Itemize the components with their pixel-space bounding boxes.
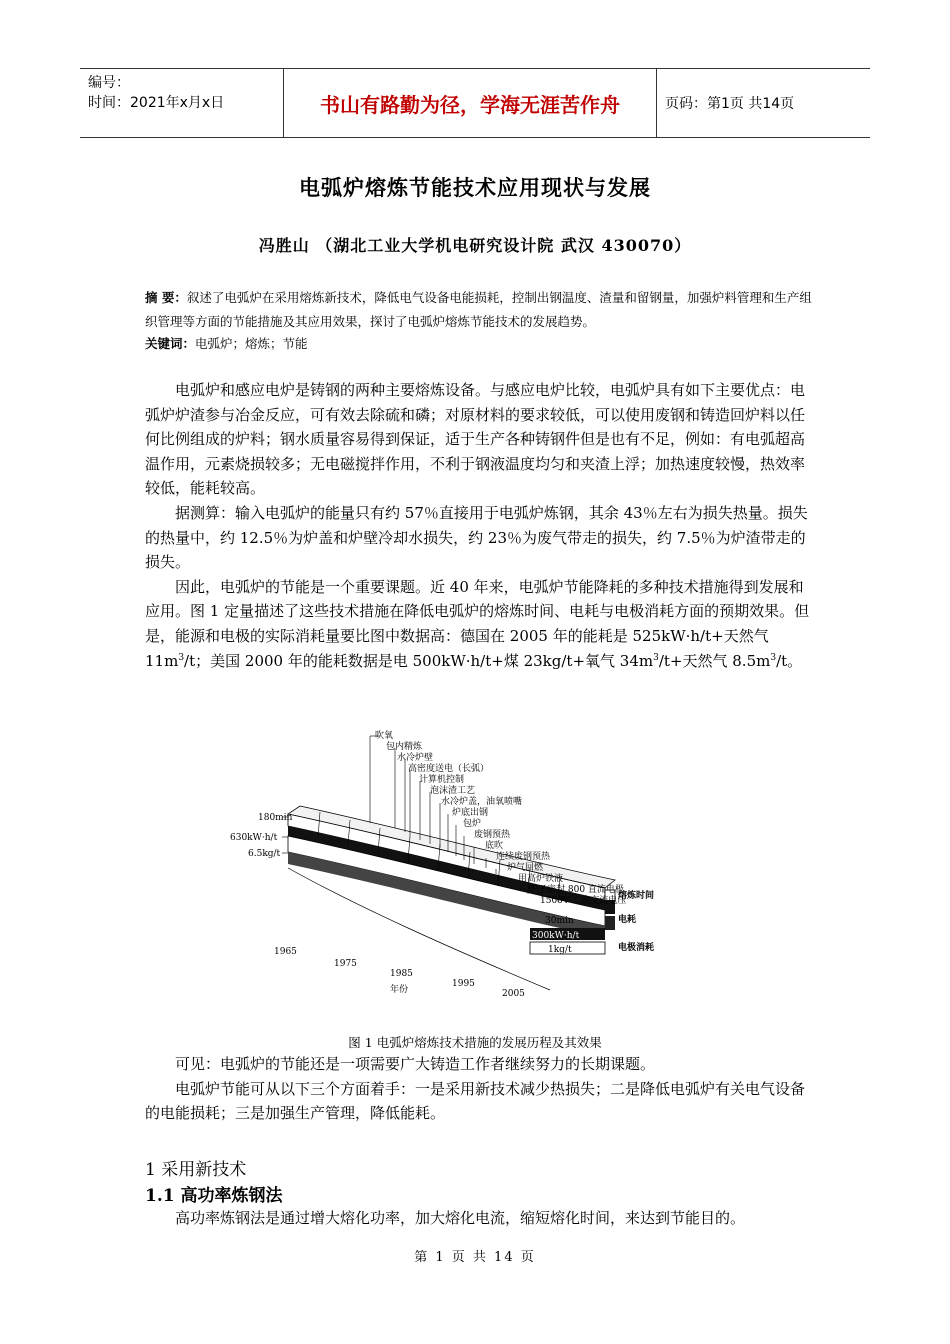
- keywords: [145, 334, 308, 352]
- paragraph-4: 可见：电弧炉的节能还是一项需要广大铸造工作者继续努力的长期课题。: [175, 1055, 656, 1073]
- document-title: 电弧炉熔炼节能技术应用现状与发展: [299, 176, 651, 200]
- author-line: 冯胜山 （湖北工业大学机电研究设计院 武汉 430070）: [258, 236, 692, 255]
- technique-label: 吹氧: [375, 731, 394, 741]
- header-page-info: 页码：第1页 共14页: [665, 96, 795, 112]
- figure-caption: 图 1 电弧炉熔炼技术措施的发展历程及其效果: [348, 1035, 602, 1050]
- time-label: 时间：2021年x月x日: [88, 95, 225, 111]
- technique-label: 连续废钢预热: [496, 852, 551, 862]
- right-label-time: 熔炼时间: [618, 891, 655, 901]
- body-block-2: [145, 1052, 815, 1126]
- technique-label: 泡沫渣工艺: [430, 786, 476, 796]
- technique-label: 计算机控制: [419, 775, 465, 785]
- year-1995: 1995: [452, 979, 475, 989]
- technique-label: 炉底出钢: [452, 808, 489, 818]
- page-header: [80, 68, 870, 138]
- keywords-label: 关键词：: [145, 336, 196, 351]
- page-footer: 第 1 页 共 14 页: [414, 1250, 536, 1265]
- technique-label: 炉子密封 800 直流电极: [529, 885, 624, 895]
- keywords-text: 电弧炉；熔炼；节能: [195, 336, 308, 351]
- left-label-energy: 630kW·h/t: [230, 833, 278, 843]
- right-label-electrode: 电极消耗: [618, 943, 655, 953]
- right-value-electrode: 1kg/t: [548, 945, 572, 955]
- technique-label: 包内精炼: [386, 742, 423, 752]
- technique-label: 高密度送电（长弧）: [408, 764, 490, 774]
- paragraph-2: 据测算：输入电弧炉的能量只有约 57％直接用于电弧炉炼钢，其余 43％左右为损失热量。损失的热量中，约 12.5％为炉盖和炉壁冷却水损失，约 23％为废气带走的损失，约 7.5％为炉渣带走的损失。: [145, 503, 808, 572]
- technique-label: 废钢预热: [474, 830, 511, 840]
- body-block-3: [145, 1206, 815, 1231]
- number-label: 编号：: [88, 75, 130, 91]
- year-1975: 1975: [334, 959, 357, 969]
- header-motto: 书山有路勤为径，学海无涯苦作舟: [283, 69, 657, 137]
- technique-label: 炉气回燃: [507, 863, 544, 873]
- paragraph-6: 高功率炼钢法是通过增大熔化功率，加大熔化电流，缩短熔化时间，来达到节能目的。: [175, 1209, 746, 1227]
- abstract-label: 摘 要：: [145, 290, 187, 305]
- abstract: [145, 286, 813, 334]
- year-1985: 1985: [390, 969, 413, 979]
- section-heading-1-1: 1.1 高功率炼钢法: [145, 1186, 283, 1206]
- paragraph-3: 因此，电弧炉的节能是一个重要课题。近 40 年来，电弧炉节能降耗的多种技术措施得到发展和应用。图 1 定量描述了这些技术措施在降低电弧炉的熔炼时间、电耗与电极消耗方面的预期效果。但是，能源和电极的实际消耗量要比图中数据高：德国在 2005 年的能耗是 525kW·h/t+天然气 $11m^3/t$；美国 2000 年的能耗数据是电 500kW·h/t+煤 23kg/t+氧气 $34m^3/t+$天然气 $8.5m^3/t$。: [145, 577, 810, 670]
- body-block-1: [145, 378, 815, 673]
- right-label-energy: 电耗: [618, 915, 637, 925]
- abstract-text: 叙述了电弧炉在采用熔炼新技术，降低电气设备电能损耗，控制出钢温度、渣量和留钢量，加强炉料管理和生产组织管理等方面的节能措施及其应用效果，探讨了电弧炉熔炼节能技术的发展趋势。: [145, 290, 812, 329]
- header-meta: [88, 73, 224, 113]
- figure-1-diagram: [230, 728, 710, 1000]
- year-1965: 1965: [274, 947, 297, 957]
- technique-label: 包炉: [463, 819, 482, 829]
- technique-label: 底吹: [485, 841, 504, 851]
- year-2005: 2005: [502, 989, 525, 999]
- right-value-energy: 300kW·h/t: [532, 931, 580, 941]
- technique-label: 1500V 二次交流电压: [540, 896, 627, 906]
- section-heading-1: 1 采用新技术: [145, 1160, 247, 1180]
- right-value-time: 30min: [545, 916, 574, 926]
- left-label-time: 180min: [258, 813, 293, 823]
- left-label-electrode: 6.5kg/t: [248, 849, 281, 859]
- paragraph-5: 电弧炉节能可从以下三个方面着手：一是采用新技术减少热损失；二是降低电弧炉有关电气设备的电能损耗；三是加强生产管理，降低能耗。: [145, 1079, 806, 1123]
- technique-label: 水冷炉壁: [397, 753, 434, 763]
- paragraph-1: 电弧炉和感应电炉是铸钢的两种主要熔炼设备。与感应电炉比较，电弧炉具有如下主要优点：电弧炉炉渣参与冶金反应，可有效去除硫和磷；对原材料的要求较低，可以使用废钢和铸造回炉料以任何比例组成的炉料；钢水质量容易得到保证，适于生产各种铸钢件但是也有不足，例如：有电弧超高温作用，元素烧损较多；无电磁搅拌作用，不利于钢液温度均匀和夹渣上浮；加热速度较慢，热效率较低，能耗较高。: [145, 381, 806, 498]
- technique-label: 水冷炉盖，油氧喷嘴: [441, 797, 523, 807]
- technique-label: 用高炉铁液: [518, 874, 564, 884]
- year-axis-label: 年份: [390, 985, 409, 995]
